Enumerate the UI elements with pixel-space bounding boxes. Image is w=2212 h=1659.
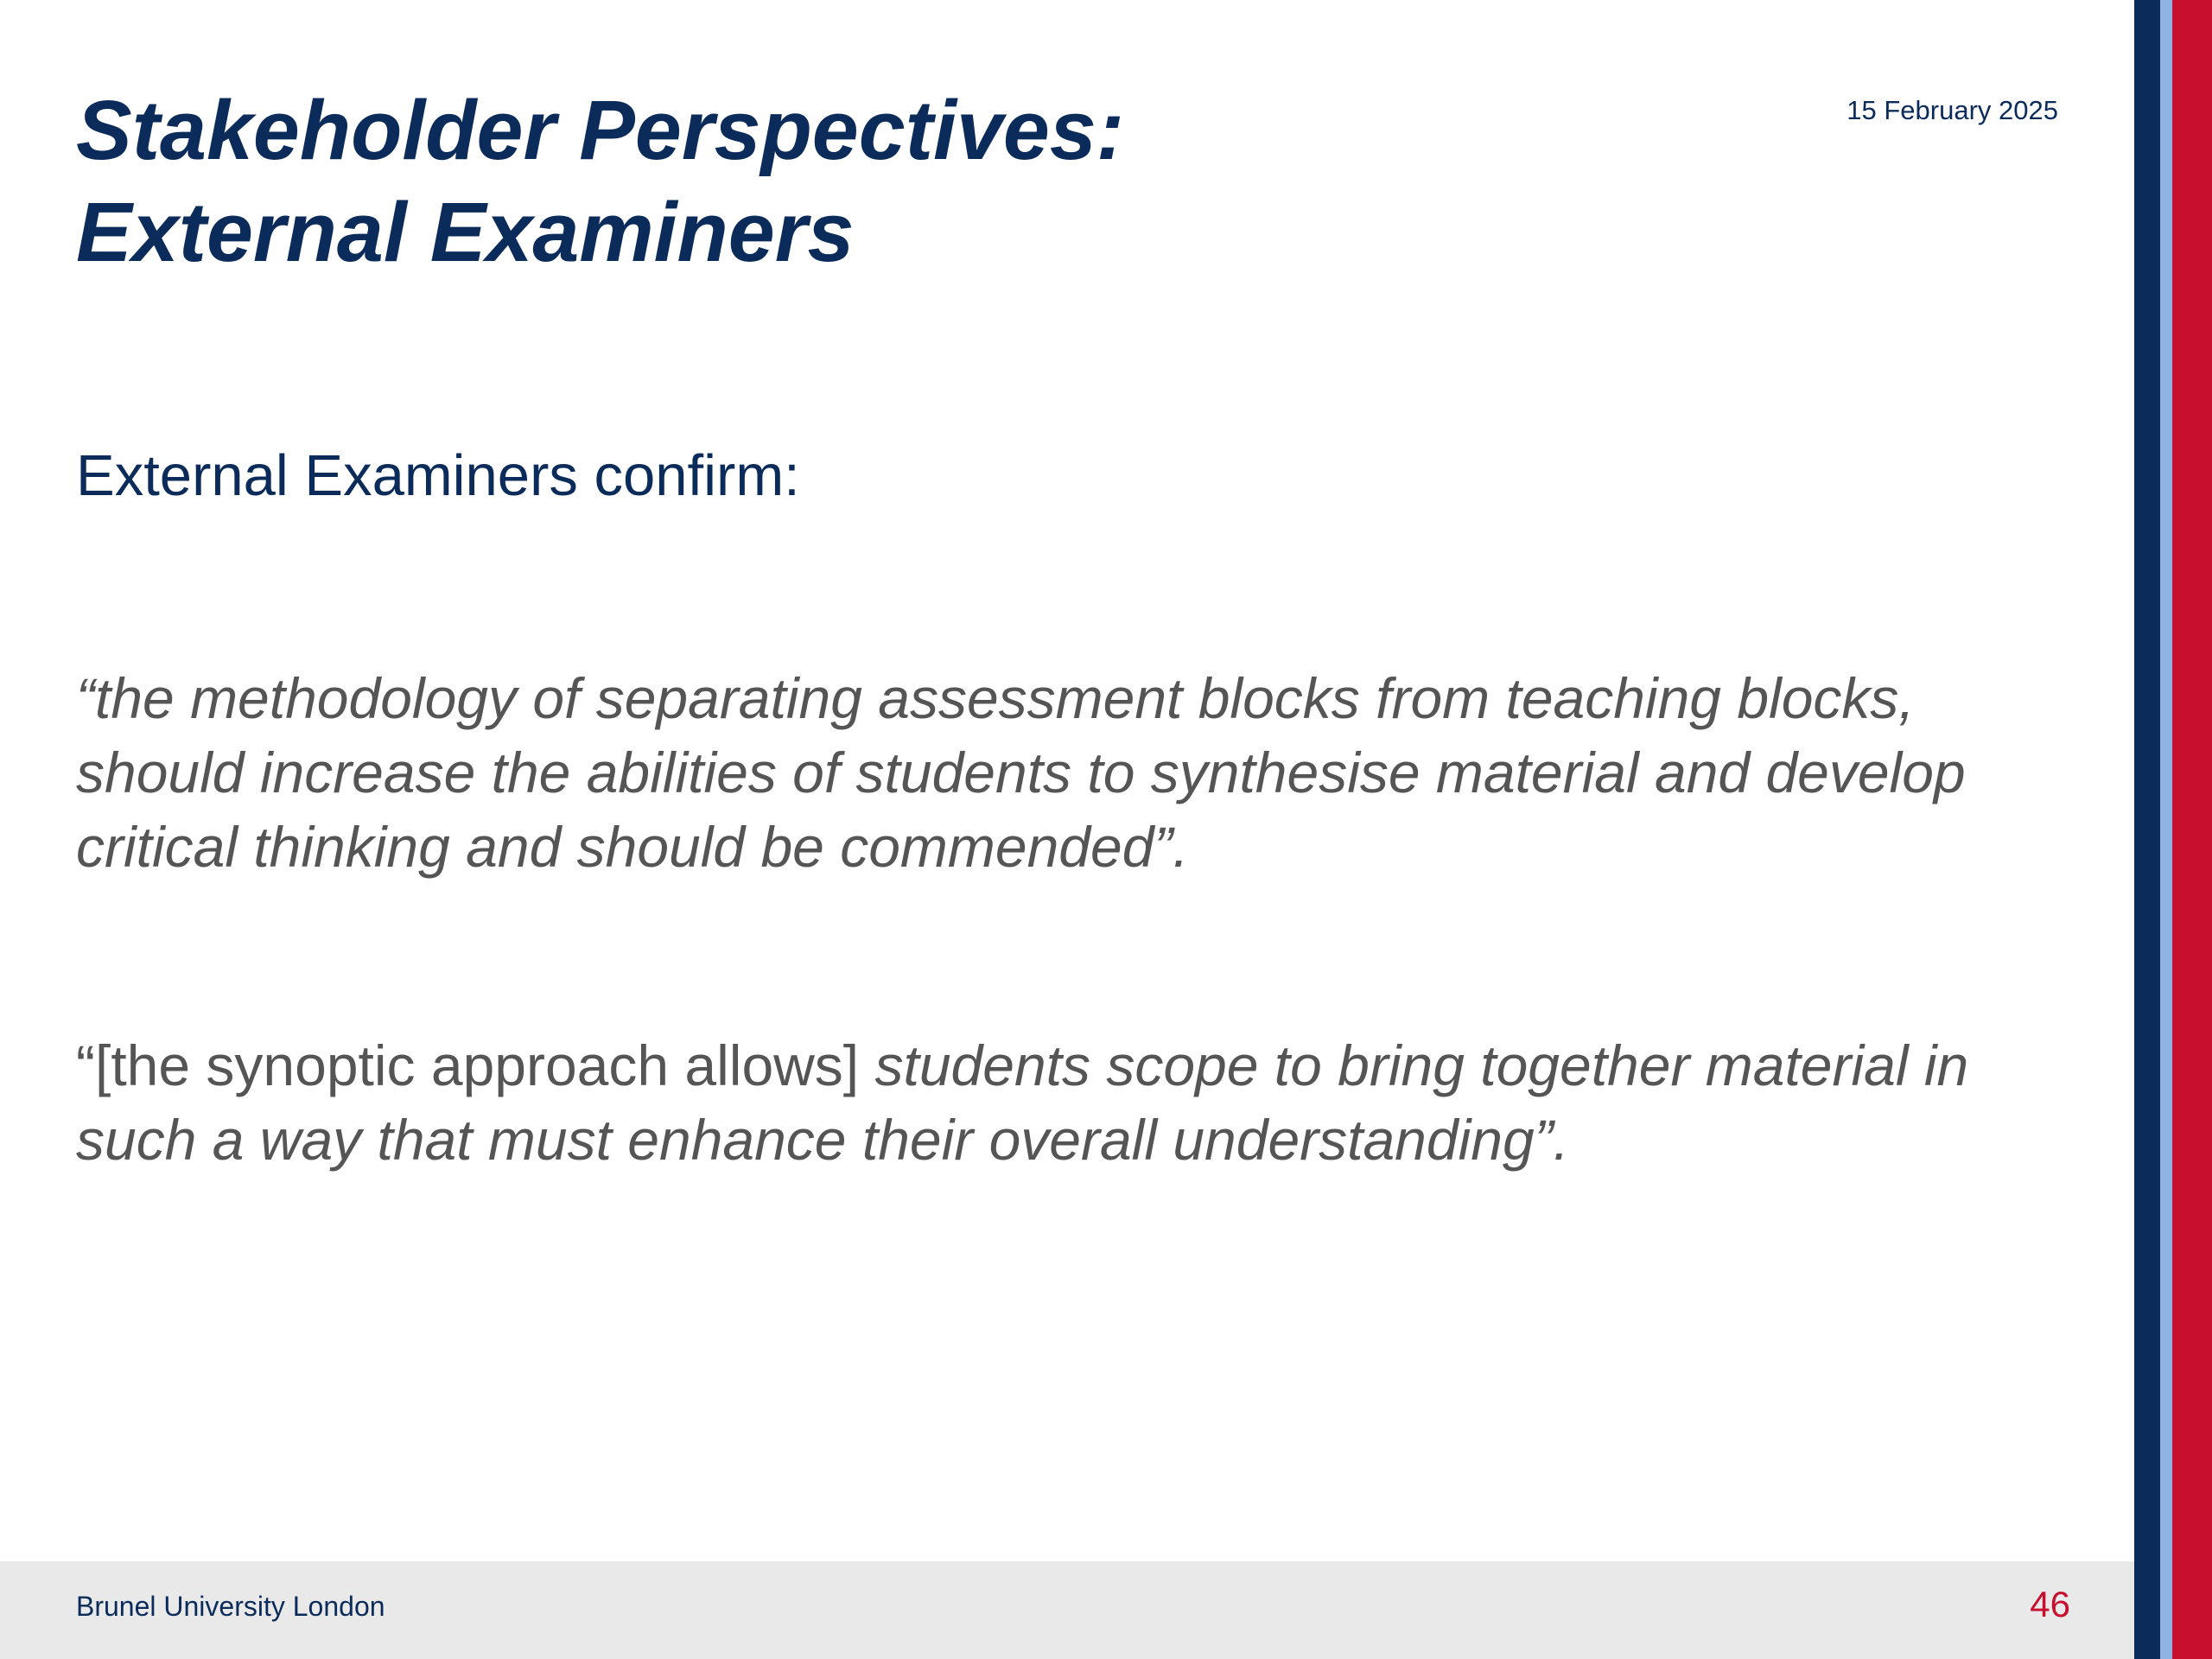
slide-title-line-2: External Examiners — [76, 185, 855, 279]
slide-title-line-1: Stakeholder Perspectives: — [76, 83, 1125, 177]
quote-methodology: “the methodology of separating assessment blocks from teaching blocks, should increase the abilities of students to synthesise material and develop critical thinking and should be commended”. — [76, 666, 1966, 879]
navy-edge-stripe — [2134, 0, 2160, 1659]
footer-organization: Brunel University London — [76, 1591, 385, 1622]
intro-text: External Examiners confirm: — [76, 443, 800, 508]
page-number: 46 — [2030, 1584, 2070, 1624]
slide-title — [76, 79, 1124, 283]
footer-bar — [0, 1561, 2134, 1659]
quote-synoptic-italic: students scope to bring together material in such a way that must enhance their overall understanding”. — [76, 1033, 1969, 1172]
slide-date: 15 February 2025 — [1847, 95, 2058, 125]
light-blue-edge-stripe — [2160, 0, 2172, 1659]
red-edge-stripe — [2172, 0, 2212, 1659]
quote-synoptic-prefix: “[the synoptic approach allows] — [76, 1033, 875, 1097]
quote-synoptic — [76, 1028, 2020, 1177]
